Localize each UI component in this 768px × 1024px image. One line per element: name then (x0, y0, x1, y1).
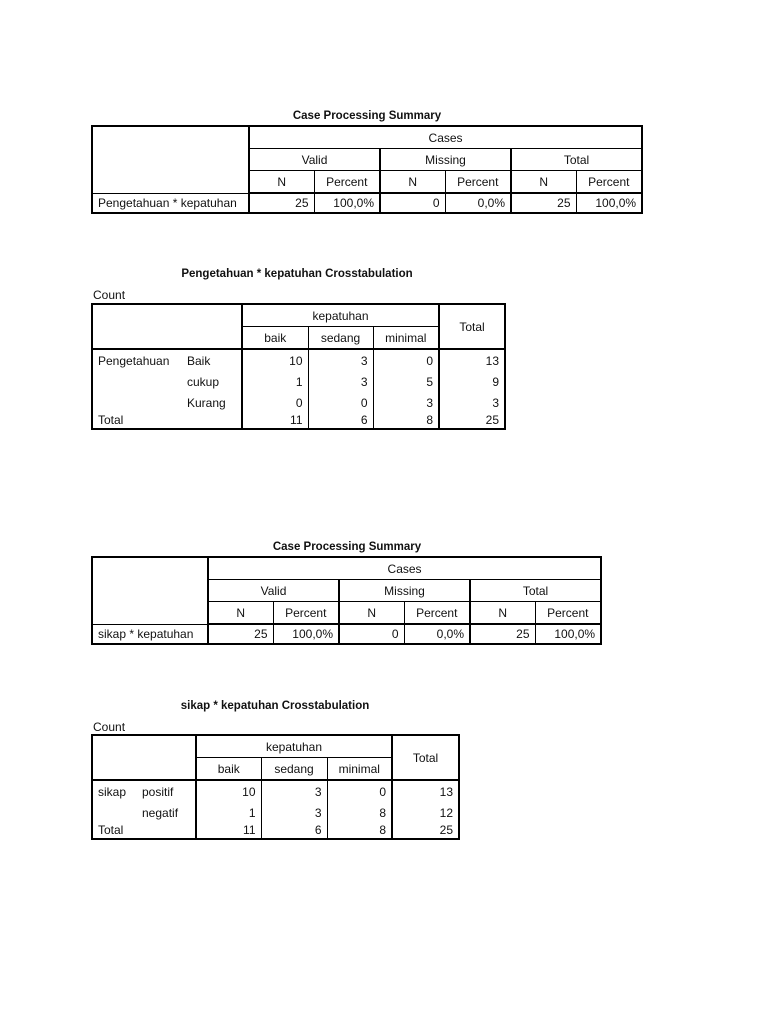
cps2-sub-header: N (470, 602, 535, 625)
cps2-sub-header: N (208, 602, 273, 625)
cps1-sub-header: N (511, 171, 576, 194)
cps1-group-total: Total (511, 149, 642, 171)
cps2-sub-header: Percent (535, 602, 601, 625)
xt1-row-label: Kurang (182, 392, 242, 413)
xt1-cell: 10 (289, 353, 303, 368)
xt1-cell: 0 (308, 392, 373, 413)
xt1-cell: 1 (295, 374, 303, 389)
xt2-total-row-label: Total (92, 823, 196, 839)
cps2-group-missing: Missing (339, 580, 470, 602)
xt2-cell: 1 (248, 805, 256, 820)
xt1-cell: 5 (373, 371, 439, 392)
xt2-row-label: positif (137, 780, 196, 802)
cps1-group-valid: Valid (249, 149, 380, 171)
cps1-sub-header: N (249, 171, 314, 194)
cps2-title: Case Processing Summary (272, 541, 422, 553)
cps2-sub-header: Percent (273, 602, 339, 625)
xt1-count-label: Count (93, 288, 126, 302)
cps1-value: 100,0% (314, 193, 380, 213)
cps2-group-valid: Valid (208, 580, 339, 602)
xt2-total-cell: 8 (327, 823, 392, 839)
xt1-row-var: Pengetahuan (98, 353, 170, 368)
cps2-value: 100,0% (535, 624, 601, 644)
xt2-cell: 3 (261, 802, 327, 823)
cps2-cases-header: Cases (208, 557, 601, 580)
cps1-group-missing: Missing (380, 149, 511, 171)
xt2-row-label: negatif (137, 802, 196, 823)
xt1-col-header: baik (242, 327, 308, 350)
cps1-value: 25 (249, 193, 314, 213)
xt2-title: sikap * kepatuhan Crosstabulation (180, 700, 370, 712)
xt2-grand-total: 25 (392, 823, 459, 839)
xt2-count-label: Count (93, 720, 126, 734)
xt1-total-row-label: Total (92, 413, 242, 429)
xt2-total-cell: 11 (243, 823, 256, 837)
cps2-sub-header: Percent (404, 602, 470, 625)
xt1-row-label: cukup (182, 371, 242, 392)
xt2-table (91, 734, 460, 840)
xt1-row-total: 3 (439, 392, 505, 413)
cps1-sub-header: N (380, 171, 445, 194)
xt2-total-header: Total (392, 735, 459, 780)
cps1-value: 0,0% (445, 193, 511, 213)
xt2-total-cell: 6 (261, 823, 327, 839)
xt2-cell: 10 (242, 784, 256, 799)
xt2-row-var: sikap (98, 784, 127, 799)
cps1-sub-header: Percent (576, 171, 642, 194)
xt1-col-group: kepatuhan (242, 304, 439, 327)
xt1-cell: 3 (308, 349, 373, 371)
cps2-corner (92, 557, 208, 624)
cps2-group-total: Total (470, 580, 601, 602)
xt2-col-header: sedang (261, 758, 327, 781)
cps1-value: 25 (511, 193, 576, 213)
xt1-row-label: Baik (182, 349, 242, 371)
xt2-col-header: baik (196, 758, 261, 781)
xt1-row-total: 13 (439, 349, 505, 371)
cps1-value: 0 (380, 193, 445, 213)
cps1-corner (92, 126, 249, 193)
xt1-row-total: 9 (439, 371, 505, 392)
xt1-total-cell: 6 (308, 413, 373, 429)
xt2-col-group: kepatuhan (196, 735, 392, 758)
xt2-row-total: 12 (392, 802, 459, 823)
cps2-sub-header: N (339, 602, 404, 625)
cps2-value: 0,0% (404, 624, 470, 644)
xt1-grand-total: 25 (439, 413, 505, 429)
xt2-col-header: minimal (327, 758, 392, 781)
cps1-value: 100,0% (576, 193, 642, 213)
cps2-value: 100,0% (273, 624, 339, 644)
xt2-cell: 0 (327, 780, 392, 802)
cps1-row-label: Pengetahuan * kepatuhan (92, 193, 249, 213)
cps1-title: Case Processing Summary (292, 110, 442, 122)
xt1-cell: 3 (308, 371, 373, 392)
xt2-corner (92, 735, 196, 780)
xt1-total-cell: 8 (373, 413, 439, 429)
cps1-sub-header: Percent (445, 171, 511, 194)
cps1-table (91, 125, 643, 214)
xt1-total-header: Total (439, 304, 505, 349)
xt1-cell: 0 (373, 349, 439, 371)
cps2-value: 25 (470, 624, 535, 644)
xt2-row-total: 13 (392, 780, 459, 802)
xt2-cell: 3 (261, 780, 327, 802)
xt2-cell: 8 (327, 802, 392, 823)
xt1-cell: 0 (295, 395, 303, 410)
xt1-col-header: sedang (308, 327, 373, 350)
cps2-row-label: sikap * kepatuhan (92, 624, 208, 644)
cps2-value: 25 (208, 624, 273, 644)
cps1-cases-header: Cases (249, 126, 642, 149)
cps2-value: 0 (339, 624, 404, 644)
xt1-table (91, 303, 506, 430)
xt1-col-header: minimal (373, 327, 439, 350)
xt1-cell: 3 (373, 392, 439, 413)
cps1-sub-header: Percent (314, 171, 380, 194)
xt1-title: Pengetahuan * kepatuhan Crosstabulation (181, 268, 413, 280)
cps2-table (91, 556, 602, 645)
xt1-total-cell: 11 (290, 413, 303, 427)
xt1-corner (92, 304, 242, 349)
